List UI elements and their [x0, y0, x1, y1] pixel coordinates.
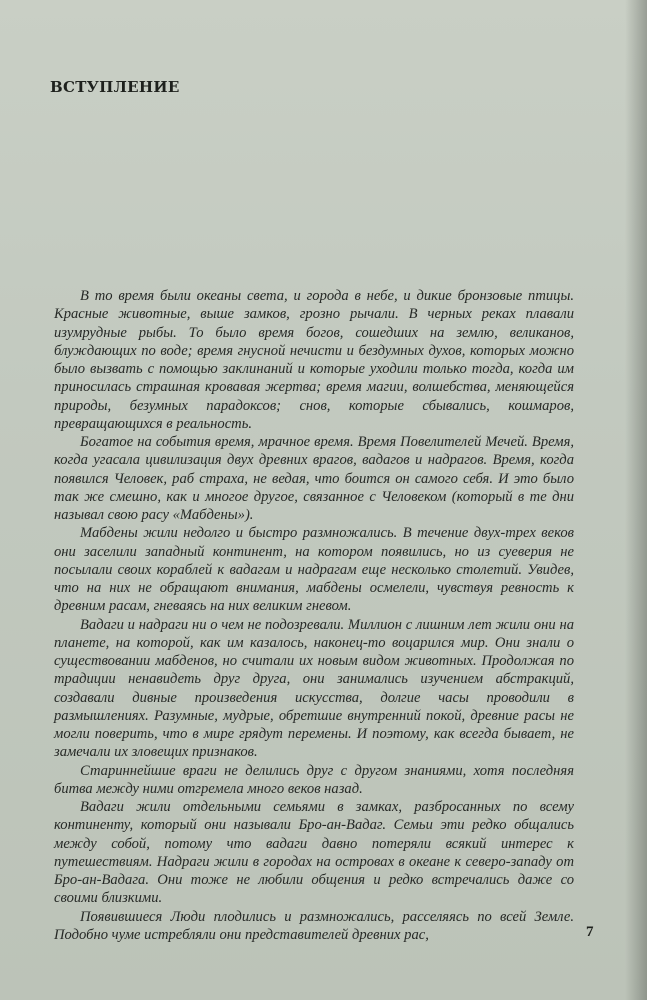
paragraph: В то время были океаны света, и города в небе, и дикие бронзовые птицы. Красные животные, выше замков, грозно рычали. В черных реках плавали изумрудные рыбы. То было время богов, сошедших на землю, великанов, блуждающих по воде; время гнусной нечисти и бездумных духов, которых можно было вызвать с помощью заклинаний и которые уходили только тогда, когда им приносилась страшная кровавая жертва; время магии, волшебства, меняющейся природы, безумных парадоксов; снов, которые сбывались, кошмаров, превращающихся в реальность. — [54, 288, 574, 432]
paragraph: Стариннейшие враги не делились друг с другом знаниями, хотя последняя битва между ними отгремела много веков назад. — [54, 762, 574, 797]
page-edge-shadow — [625, 0, 647, 1000]
paragraph: Богатое на события время, мрачное время. Время Повелителей Мечей. Время, когда угасала цивилизация двух древних врагов, вадагов и надрагов. Время, когда появился Человек, раб страха, не ведая, что боится он самого себя. И это было так же смешно, как и многое другое, связанное с Человеком (который в те дни называл свою расу «Мабдены»). — [54, 434, 574, 523]
paragraph: Вадаги жили отдельными семьями в замках, разбросанных по всему континенту, который они называли Бро-ан-Вадаг. Семьи эти редко общались между собой, потому что вадаги давно потеряли всякий интерес к путешествиям. Надраги жили в городах на островах в океане к северо-западу от Бро-ан-Вадага. Они тоже не любили общения и редко встречались даже со своими близкими. — [54, 799, 574, 907]
paragraph: Вадаги и надраги ни о чем не подозревали. Миллион с лишним лет жили они на планете, на которой, как им казалось, наконец-то воцарился мир. Они знали о существовании мабденов, но считали их новым видом животных. Продолжая по традиции ненавидеть друг друга, они занимались изучением абстракций, создавали дивные произведения искусства, долгие часы проводили в размышлениях. Разумные, мудрые, обретшие внутренний покой, древние расы не могли поверить, что в мире грядут перемены. И поэтому, как всегда бывает, не замечали их зловещих признаков. — [54, 616, 574, 761]
page-number: 7 — [586, 924, 594, 940]
paragraph: Появившиеся Люди плодились и размножались, расселяясь по всей Земле. Подобно чуме истребляли они представителей древних рас, — [54, 908, 574, 943]
paragraph: Мабдены жили недолго и быстро размножались. В течение двух-трех веков они заселили западный континент, на котором появились, но из суеверия не посылали своих кораблей к вадагам и надрагам еще несколько столетий. Увидев, что на них не обращают внимания, мабдены осмелели, чувствуя ревность к древним расам, гневаясь на них великим гневом. — [54, 525, 574, 615]
body-text — [54, 287, 574, 944]
chapter-heading: ВСТУПЛЕНИЕ — [50, 78, 180, 96]
